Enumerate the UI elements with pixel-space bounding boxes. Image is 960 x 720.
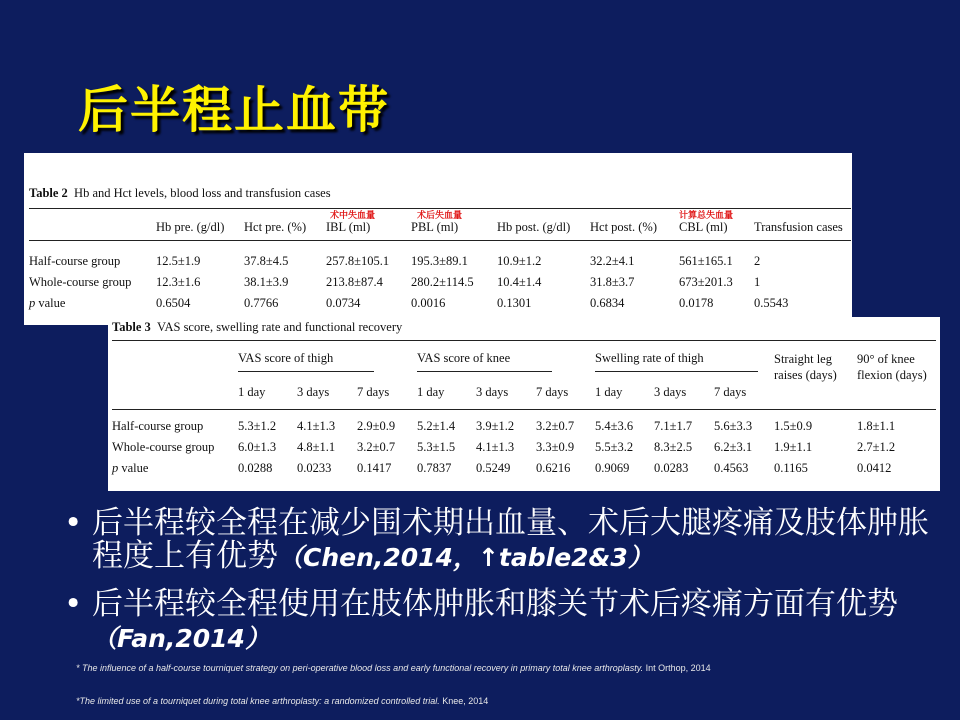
annotation-ibl: 术中失血量 — [330, 211, 376, 221]
column-header: PBL (ml) — [411, 220, 459, 234]
table-cell: 38.1±3.9 — [244, 275, 289, 289]
group-rule — [238, 371, 374, 372]
table-cell: 0.1417 — [357, 461, 392, 475]
table-cell: 4.1±1.3 — [297, 419, 336, 433]
row-label: Whole-course group — [29, 275, 132, 289]
table-cell: 12.5±1.9 — [156, 254, 201, 268]
table-cell: 10.4±1.4 — [497, 275, 542, 289]
table-cell: 3.2±0.7 — [357, 440, 396, 454]
table-cell: 8.3±2.5 — [654, 440, 693, 454]
table-3-header-rule — [112, 409, 936, 410]
row-label: Half-course group — [112, 419, 204, 433]
table-cell: 0.0734 — [326, 296, 361, 310]
table-cell: 0.5249 — [476, 461, 511, 475]
table-cell: 0.1165 — [774, 461, 808, 475]
table-cell: 1.8±1.1 — [857, 419, 896, 433]
footnote-2: *The limited use of a tourniquet during total knee arthroplasty: a randomized controlled trial. Knee, 2014 — [76, 696, 489, 706]
table-cell: 0.6216 — [536, 461, 571, 475]
table-cell: 2.7±1.2 — [857, 440, 896, 454]
table-cell: 0.0233 — [297, 461, 332, 475]
group-header: 90° of knee flexion (days) — [857, 352, 927, 382]
table-cell: 5.6±3.3 — [714, 419, 753, 433]
table-cell: 0.4563 — [714, 461, 749, 475]
row-label: Half-course group — [29, 254, 121, 268]
bullet-2-text: 后半程较全程使用在肢体肿胀和膝关节术后疼痛方面有优势 — [92, 586, 898, 622]
table-cell: 1.5±0.9 — [774, 419, 813, 433]
table-cell: 0.9069 — [595, 461, 630, 475]
table-cell: 0.5543 — [754, 296, 789, 310]
table-cell: 1.9±1.1 — [774, 440, 813, 454]
subheader: 3 days — [654, 385, 687, 399]
column-header: Hct post. (%) — [590, 220, 657, 234]
table-cell: 5.5±3.2 — [595, 440, 634, 454]
table-cell: 213.8±87.4 — [326, 275, 383, 289]
column-header: CBL (ml) — [679, 220, 728, 234]
table-cell: 6.0±1.3 — [238, 440, 277, 454]
subheader: 7 days — [536, 385, 569, 399]
table-cell: 6.2±3.1 — [714, 440, 753, 454]
subheader: 1 day — [238, 385, 266, 399]
table-cell: 5.3±1.5 — [417, 440, 456, 454]
row-label: Whole-course group — [112, 440, 215, 454]
table-cell: 0.0178 — [679, 296, 714, 310]
table-2-caption: Table 2 Hb and Hct levels, blood loss and transfusion cases — [29, 186, 331, 200]
column-header: Hb pre. (g/dl) — [156, 220, 225, 234]
annotation-pbl: 术后失血量 — [417, 211, 463, 221]
subheader: 7 days — [357, 385, 390, 399]
bullet-2-citation: （Fan,2014） — [92, 624, 270, 653]
table-cell: 4.8±1.1 — [297, 440, 336, 454]
table-cell: 0.7837 — [417, 461, 452, 475]
table-cell: 0.7766 — [244, 296, 279, 310]
table-cell: 561±165.1 — [679, 254, 733, 268]
table-cell: 3.2±0.7 — [536, 419, 575, 433]
bullet-1-citation: （Chen,2014，↑table2&3） — [278, 543, 653, 572]
annotation-cbl: 计算总失血量 — [679, 211, 734, 221]
row-label: p value — [29, 296, 66, 310]
table-cell: 5.3±1.2 — [238, 419, 277, 433]
column-header: Transfusion cases — [754, 220, 843, 234]
subheader: 1 day — [595, 385, 623, 399]
table-cell: 10.9±1.2 — [497, 254, 542, 268]
group-header: Swelling rate of thigh — [595, 351, 704, 365]
table-cell: 195.3±89.1 — [411, 254, 468, 268]
column-header: Hb post. (g/dl) — [497, 220, 571, 234]
table-cell: 7.1±1.7 — [654, 419, 693, 433]
column-header: IBL (ml) — [326, 220, 371, 234]
group-rule — [595, 371, 758, 372]
table-cell: 673±201.3 — [679, 275, 733, 289]
subheader: 3 days — [297, 385, 330, 399]
table-cell: 280.2±114.5 — [411, 275, 474, 289]
table-3-top-rule — [112, 340, 936, 341]
subheader: 1 day — [417, 385, 445, 399]
row-label: p value — [112, 461, 149, 475]
table-3-caption: Table 3 VAS score, swelling rate and functional recovery — [112, 320, 403, 334]
table-cell: 0.0283 — [654, 461, 689, 475]
table-cell: 0.6504 — [156, 296, 191, 310]
table-cell: 3.9±1.2 — [476, 419, 515, 433]
table-2 — [24, 153, 852, 325]
table-cell: 3.3±0.9 — [536, 440, 575, 454]
subheader: 3 days — [476, 385, 509, 399]
table-cell: 31.8±3.7 — [590, 275, 635, 289]
table-3 — [108, 317, 940, 491]
table-cell: 0.1301 — [497, 296, 532, 310]
table-cell: 5.4±3.6 — [595, 419, 634, 433]
table-cell: 0.0412 — [857, 461, 892, 475]
table-cell: 0.0288 — [238, 461, 273, 475]
bullet-1-text: 后半程较全程在减少围术期出血量、术后大腿疼痛及肢体肿胀程度上有优势 — [92, 505, 929, 574]
group-rule — [417, 371, 552, 372]
table-cell: 2.9±0.9 — [357, 419, 396, 433]
table-cell: 257.8±105.1 — [326, 254, 390, 268]
table-cell: 12.3±1.6 — [156, 275, 201, 289]
table-cell: 5.2±1.4 — [417, 419, 456, 433]
table-cell: 2 — [754, 254, 761, 268]
group-header: Straight leg raises (days) — [774, 352, 837, 382]
table-cell: 1 — [754, 275, 761, 289]
table-cell: 0.6834 — [590, 296, 625, 310]
table-cell: 37.8±4.5 — [244, 254, 289, 268]
subheader: 7 days — [714, 385, 747, 399]
footnote-1: * The influence of a half-course tourniquet strategy on peri-operative blood loss and early functional recovery in primary total knee arthroplasty. Int Orthop, 2014 — [76, 663, 711, 673]
table-cell: 0.0016 — [411, 296, 446, 310]
bullet-dot: • — [64, 586, 83, 622]
table-cell: 32.2±4.1 — [590, 254, 635, 268]
table-cell: 4.1±1.3 — [476, 440, 515, 454]
group-header: VAS score of knee — [417, 351, 511, 365]
column-header: Hct pre. (%) — [244, 220, 307, 234]
table-2-header-rule — [29, 240, 851, 241]
bullet-dot: • — [64, 505, 83, 541]
group-header: VAS score of thigh — [238, 351, 334, 365]
slide-title: 后半程止血带 — [78, 81, 390, 139]
